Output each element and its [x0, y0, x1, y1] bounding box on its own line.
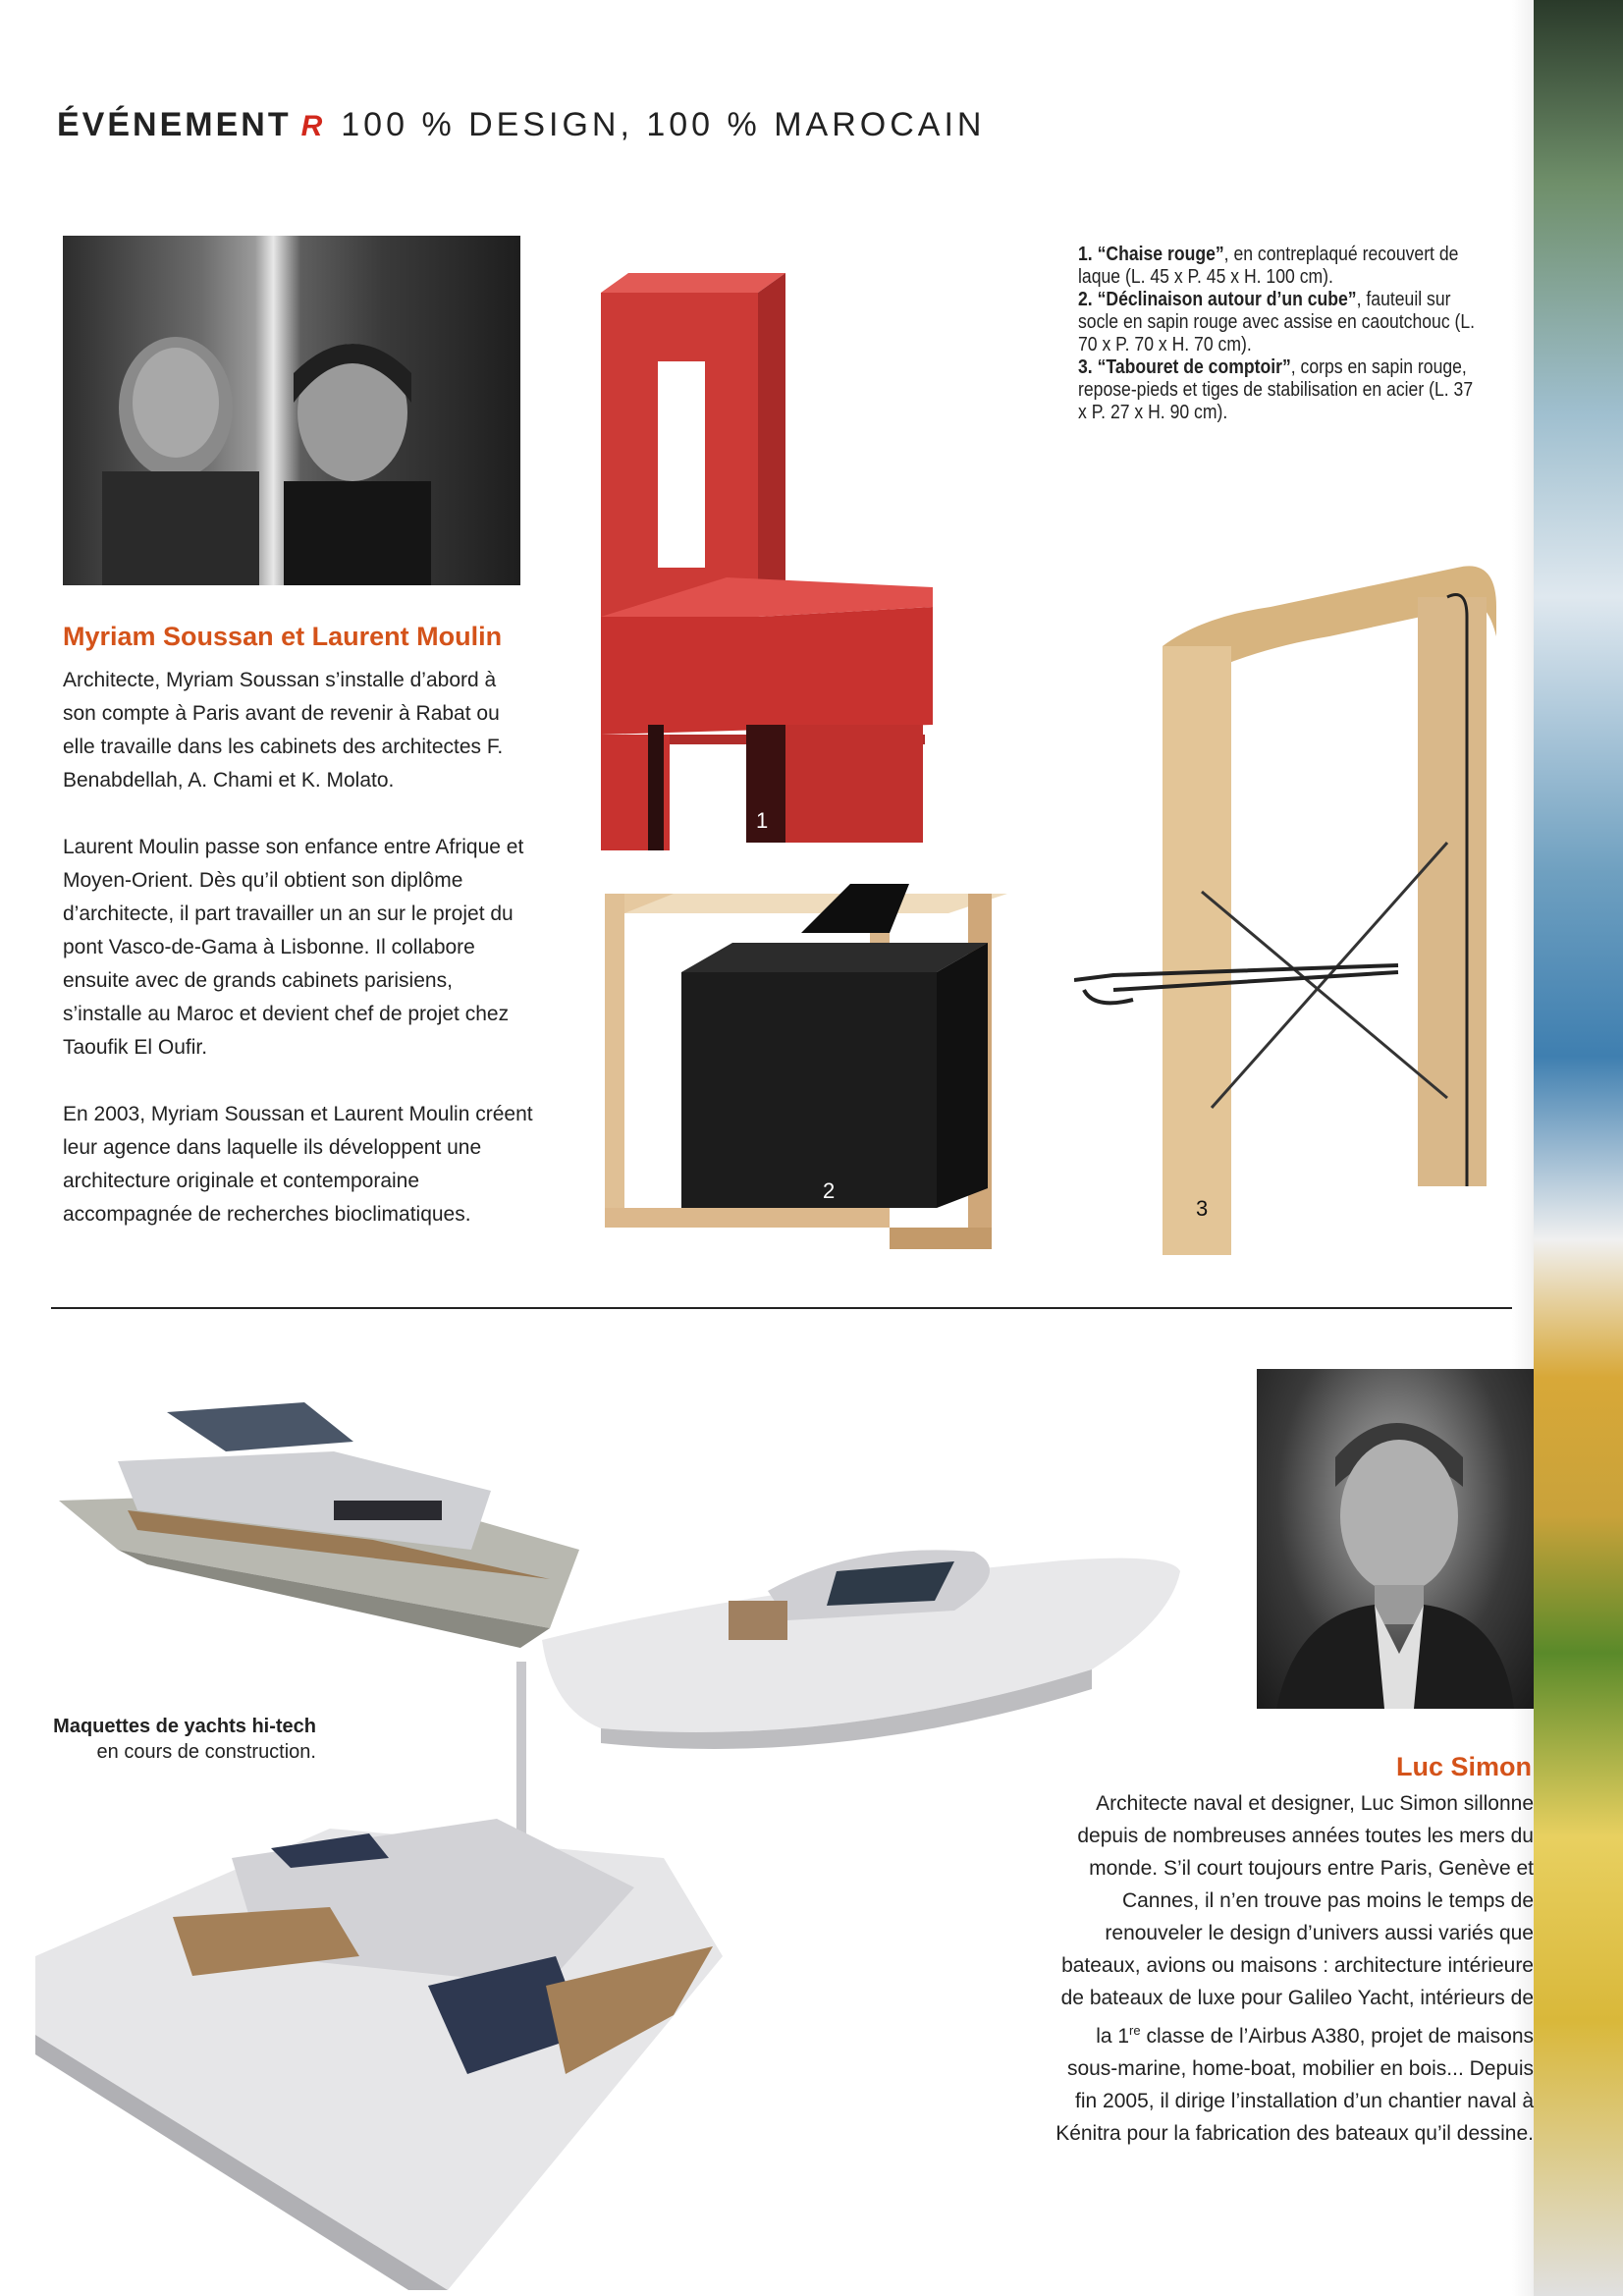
caption-1-number: 1. [1078, 244, 1093, 265]
yacht-caption-bold: Maquettes de yachts hi-tech [53, 1716, 316, 1737]
caption-2-name: “Déclinaison autour d’un cube” [1097, 289, 1357, 310]
caption-2-number: 2. [1078, 289, 1093, 310]
caption-item-3 [1078, 356, 1476, 424]
section-divider [51, 1307, 1512, 1309]
bar-stool-photo [1074, 528, 1506, 1259]
caption-1-desc: , en contreplaqué recouvert de laque (L. 45 x P. 45 x H. 100 cm). [1078, 244, 1459, 288]
yacht-model-1-photo [59, 1383, 589, 1648]
designer-2-name: Luc Simon [1395, 1752, 1532, 1781]
designer-1-paragraph-3: En 2003, Myriam Soussan et Laurent Moulin créent leur agence dans laquelle ils développent une architecture originale et contemporaine accompagnée de recherches bioclimatiques. [63, 1103, 533, 1226]
designer-2-bio-part-2: classe de l’Airbus A380, projet de maisons sous-marine, home-boat, mobilier en bois... Depuis fin 2005, il dirige l’installation d’un chantier naval à Kénitra pour la fabrication des bateaux qu’il dessine. [1055, 2025, 1534, 2145]
portrait-soussan-moulin [63, 236, 520, 585]
page-header [57, 106, 985, 144]
designer-2-bio-superscript: re [1129, 2023, 1141, 2038]
designer-1-bio [63, 664, 534, 1265]
product-captions [1078, 244, 1476, 424]
designer-1-name: Myriam Soussan et Laurent Moulin [63, 622, 503, 651]
next-page-edge [1534, 0, 1623, 2296]
caption-2-desc: , fauteuil sur socle en sapin rouge avec assise en caoutchouc (L. 70 x P. 70 x H. 70 cm). [1078, 289, 1476, 355]
designer-1-paragraph-1: Architecte, Myriam Soussan s’installe d’abord à son compte à Paris avant de revenir à Rabat ou elle travaille dans les cabinets des architectes F. Benabdellah, A. Chami et K. Molato. [63, 669, 504, 792]
yacht-caption [53, 1714, 316, 1765]
page-title: 100 % DESIGN, 100 % MAROCAIN [341, 106, 986, 143]
caption-item-2 [1078, 289, 1476, 356]
badge-2: 2 [823, 1178, 836, 1203]
designer-2-bio [1043, 1787, 1534, 2150]
designer-1-paragraph-2: Laurent Moulin passe son enfance entre Afrique et Moyen-Orient. Dès qu’il obtient son diplôme d’architecte, il part travailler un an sur le projet du pont Vasco-de-Gama à Lisbonne. Il collabore ensuite avec de grands cabinets parisiens, s’installe au Maroc et devient chef de projet chez Taoufik El Oufir. [63, 836, 524, 1059]
cube-armchair-photo [605, 874, 1007, 1249]
portrait-figures [63, 236, 520, 585]
red-chair-photo [589, 273, 954, 854]
portrait-luc-simon [1257, 1369, 1534, 1709]
section-label: ÉVÉNEMENT [57, 106, 292, 143]
caption-3-name: “Tabouret de comptoir” [1097, 356, 1291, 378]
caption-item-1 [1078, 244, 1476, 289]
yacht-caption-rest: en cours de construction. [96, 1741, 316, 1763]
designer-2-bio-part-1: Architecte naval et designer, Luc Simon sillonne depuis de nombreuses années toutes les mers du monde. S’il court toujours entre Paris, Genève et Cannes, il n’en trouve pas moins le temps de renouveler le design d’univers aussi variés que bateaux, avions ou maisons : architecture intérieure de bateaux de luxe pour Galileo Yacht, intérieurs de la 1 [1060, 1792, 1534, 2048]
badge-1: 1 [756, 808, 769, 833]
portrait-figure [1257, 1369, 1534, 1709]
caption-1-name: “Chaise rouge” [1097, 244, 1224, 265]
badge-3: 3 [1196, 1196, 1209, 1221]
magazine-logo-icon: R [300, 110, 326, 142]
caption-3-desc: , corps en sapin rouge, repose-pieds et tiges de stabilisation en acier (L. 37 x P. 27 x H. 90 cm). [1078, 356, 1474, 423]
caption-3-number: 3. [1078, 356, 1093, 378]
